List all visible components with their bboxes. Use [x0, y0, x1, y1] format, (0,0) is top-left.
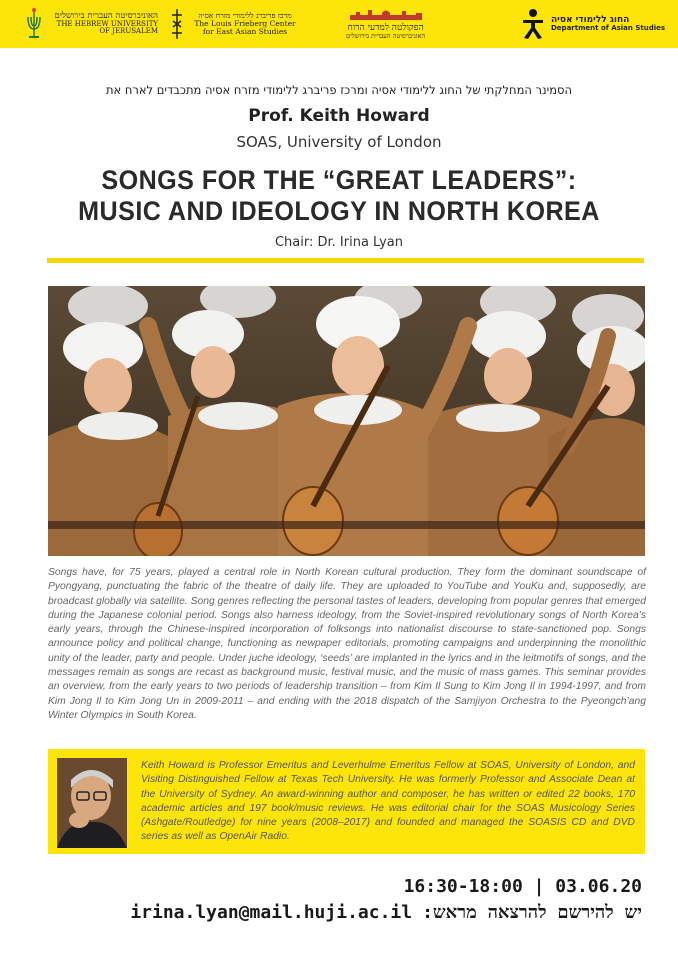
- speaker-portrait-illustration: [57, 758, 127, 848]
- asian-studies-logo: [520, 6, 665, 42]
- humanities-logo: [346, 6, 425, 42]
- menorah-icon: [26, 7, 42, 41]
- registration-label: יש להירשם להרצאה מראש:: [422, 902, 642, 923]
- lecture-title: SONGS FOR THE “GREAT LEADERS”: MUSIC AND IDEOLOGY IN NORTH KOREA: [78, 165, 600, 226]
- abstract-text: Songs have, for 75 years, played a central role in North Korean cultural production. They form the dominant soundscape of Pyongyang, punctuating the fabric of the theatre of daily life. They are uploaded to YouTube and YouKu and, supposedly, are broadcast globally via satellite. Song genres reflecting the personal tastes of leaders, developing from popular genres that emerged during the Japanese colonial period. Songs also harness ideology, from the Soviet-inspired revolutionary songs of North Korea’s early years, through the Chinese-inspired incorporation of folksongs into nationalist discourse to state-sanctioned pop. Songs announce policy and political change, functioning as newpaper editorials, promoting campaigns and underpinning the monolithic unity of the leader, party and people. Under juche ideology, ‘seeds’ are implanted in the lyrics and in the leitmotifs of songs, and the messages remain as songs are recast as background music, festival music, and the music of mass games. This seminar provides an overview, from the early years to two periods of leadership transition – from Kim Il Sung to Kim Jong Il in 1994-1997, and from Kim Jong Il to Kim Jong Un in 2009-2011 – and ending with the 2018 dispatch of the Samjiyon Orchestra to the Pyeongch’ang Winter Olympics in South Korea.: [48, 567, 646, 721]
- humanities-logo-sub: האוניברסיטה העברית בירושלים: [346, 32, 426, 41]
- huji-logo: [26, 6, 158, 42]
- frieberg-emblem-icon: [170, 7, 184, 41]
- humanities-logo-he: הפקולטה למדעי הרוח: [347, 22, 424, 33]
- huji-logo-he: האוניברסיטה העברית בירושלים: [54, 11, 158, 22]
- yellow-divider: [47, 258, 644, 263]
- registration-email[interactable]: irina.lyan@mail.huji.ac.il: [130, 902, 413, 923]
- frieberg-logo-he: מרכז פריברג ללימודי מזרח אסיה: [198, 11, 292, 21]
- huji-logo-en: THE HEBREW UNIVERSITY OF JERUSALEM: [56, 20, 158, 36]
- bio-box: [48, 749, 645, 854]
- performers-illustration: [48, 286, 645, 556]
- jerusalem-skyline-icon: [348, 8, 424, 20]
- intro-text: הסמינר המחלקתי של החוג ללימודי אסיה ומרכז פריברג ללימודי מזרח אסיה מתכבדים לארח את: [105, 83, 573, 97]
- speaker-affiliation: SOAS, University of London: [236, 133, 442, 151]
- speaker-portrait: [57, 758, 127, 848]
- speaker-bio: Keith Howard is Professor Emeritus and Leverhulme Emeritus Fellow at SOAS, University of London, and Visiting Distinguished Fellow at Texas Tech University. He was formerly Professor and Associate Dean at the University of Sydney. An award-winning author and composer, he has written or edited 22 books, 170 academic articles and 197 book/music reviews. He was editorial chair for the SOAS Musicology Series (Ashgate/Routledge) for nine years (2008–2017) and founded and managed the SOASIS CD and DVD series as well as OpenAir Radio.: [141, 760, 635, 843]
- registration-line: [130, 902, 642, 923]
- frieberg-logo: [170, 6, 300, 42]
- speaker-name: Prof. Keith Howard: [248, 106, 430, 126]
- person-figure-icon: [520, 8, 546, 40]
- performers-photo: [48, 286, 645, 556]
- asian-studies-logo-he: החוג ללימודי אסיה: [551, 14, 630, 25]
- frieberg-logo-en: The Louis Frieberg Center for East Asian Studies: [194, 19, 296, 36]
- logo-bar: [0, 0, 678, 48]
- event-datetime: 16:30-18:00 | 03.06.20: [403, 876, 642, 897]
- chair-line: Chair: Dr. Irina Lyan: [274, 235, 404, 250]
- asian-studies-logo-en: Department of Asian Studies: [551, 24, 666, 33]
